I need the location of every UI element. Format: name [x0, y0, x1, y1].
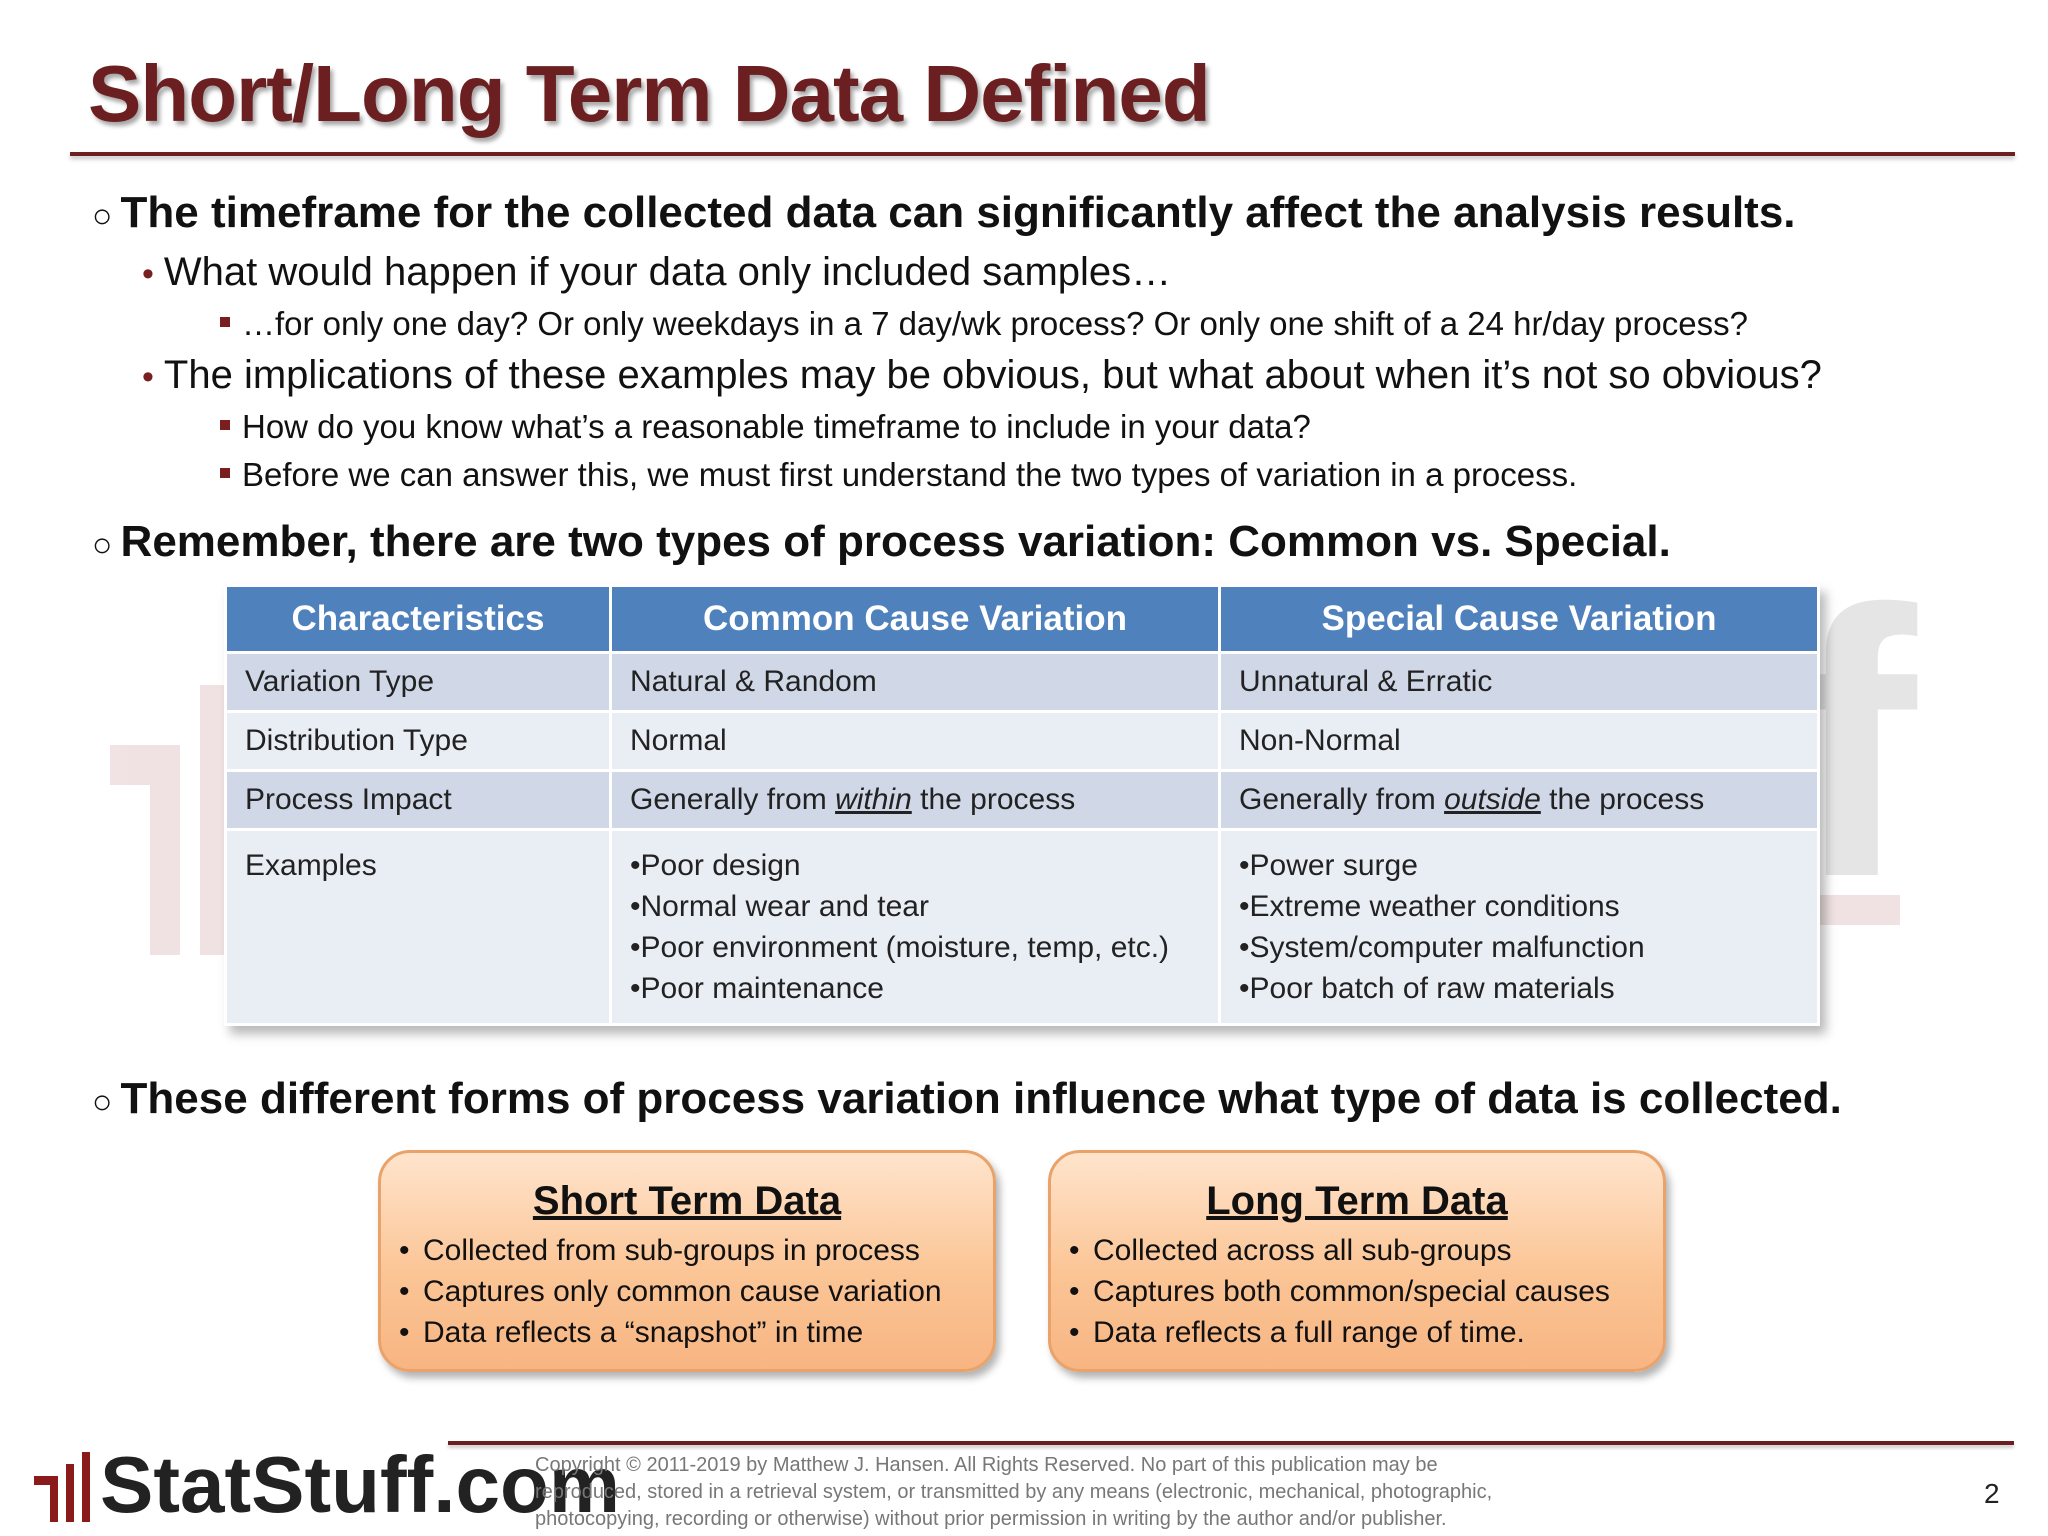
bullet-1 [92, 188, 1796, 238]
list-item [399, 1312, 993, 1353]
table-row [226, 771, 1819, 830]
bullet-1-1-1 [220, 305, 1748, 343]
copyright-line: photocopying, recording or otherwise) without prior permission in writing by the author and/or publisher. [535, 1508, 1447, 1530]
long-term-item-text: Collected across all sub-groups [1093, 1234, 1512, 1267]
title-divider [70, 152, 2015, 156]
header-characteristics: Characteristics [226, 586, 611, 653]
short-term-item-text: Collected from sub-groups in process [423, 1234, 920, 1267]
bullet-3 [92, 1074, 1842, 1124]
table-cell [1220, 771, 1819, 830]
statstuff-logo [30, 1440, 620, 1530]
dot-bullet-icon: • [142, 255, 154, 293]
example-item: •System/computer malfunction [1239, 931, 1645, 964]
header-special-cause: Special Cause Variation [1220, 586, 1819, 653]
bullet-1-1-text: What would happen if your data only included samples… [163, 250, 1172, 294]
example-item: •Power surge [1239, 849, 1418, 882]
dot-bullet-icon: • [399, 1275, 410, 1308]
long-term-item-text: Captures both common/special causes [1093, 1275, 1610, 1308]
dot-bullet-icon: • [1069, 1316, 1080, 1349]
dot-bullet-icon: • [399, 1234, 410, 1267]
dot-bullet-icon: • [399, 1316, 410, 1349]
square-bullet-icon [220, 317, 230, 327]
copyright-notice [535, 1452, 1585, 1533]
example-item: •Poor environment (moisture, temp, etc.) [630, 931, 1170, 964]
example-item: •Poor design [630, 849, 801, 882]
bullet-1-1 [142, 250, 1171, 295]
logo-text: StatStuff.com [100, 1440, 620, 1529]
bullet-1-2 [142, 353, 1822, 398]
bullet-1-2-1 [220, 408, 1311, 446]
long-term-title: Long Term Data [1206, 1179, 1508, 1223]
impact-common-pre: Generally from [630, 783, 836, 816]
example-item: •Normal wear and tear [630, 890, 929, 923]
short-term-item-text: Captures only common cause variation [423, 1275, 942, 1308]
dot-bullet-icon: • [1069, 1234, 1080, 1267]
square-bullet-icon [220, 420, 230, 430]
bullet-1-2-2 [220, 456, 1577, 494]
table-row [226, 653, 1819, 712]
table-row [226, 712, 1819, 771]
long-term-list [1051, 1230, 1663, 1353]
bullet-1-2-2-text: Before we can answer this, we must first understand the two types of variation in a process. [242, 456, 1578, 493]
footer-divider [448, 1441, 2014, 1445]
copyright-line: Copyright © 2011-2019 by Matthew J. Hansen. All Rights Reserved. No part of this publication may be [535, 1454, 1438, 1476]
table-cell: Variation Type [226, 653, 611, 712]
bullet-3-text: These different forms of process variation influence what type of data is collected. [120, 1074, 1842, 1123]
dot-bullet-icon: • [1069, 1275, 1080, 1308]
impact-special-em: outside [1444, 783, 1541, 816]
impact-special-post: the process [1540, 783, 1705, 816]
list-item [1069, 1230, 1663, 1271]
short-term-data-box [378, 1150, 996, 1372]
bullet-1-1-1-text: …for only one day? Or only weekdays in a 7 day/wk process? Or only one shift of a 24 hr/day process? [242, 305, 1748, 342]
short-term-item-text: Data reflects a “snapshot” in time [423, 1316, 864, 1349]
bullet-1-text: The timeframe for the collected data can significantly affect the analysis results. [120, 188, 1796, 237]
bullet-1-2-text: The implications of these examples may be obvious, but what about when it’s not so obvious? [163, 353, 1822, 397]
long-term-item-text: Data reflects a full range of time. [1093, 1316, 1525, 1349]
slide-title: Short/Long Term Data Defined [88, 49, 1210, 138]
impact-special-pre: Generally from [1239, 783, 1445, 816]
table-cell [611, 830, 1220, 1025]
table-cell: Non-Normal [1220, 712, 1819, 771]
impact-common-em: within [835, 783, 912, 816]
example-item: •Poor maintenance [630, 972, 884, 1005]
table-cell [611, 771, 1220, 830]
hollow-circle-bullet-icon: ○ [92, 526, 113, 564]
short-term-list [381, 1230, 993, 1353]
variation-table [224, 584, 1820, 1026]
table-cell: Natural & Random [611, 653, 1220, 712]
page-number: 2 [1984, 1478, 2000, 1509]
dot-bullet-icon: • [142, 358, 154, 396]
copyright-line: reproduced, stored in a retrieval system, or transmitted by any means (electronic, mechanical, photographic, [535, 1481, 1493, 1503]
table-cell: Distribution Type [226, 712, 611, 771]
table-cell: Unnatural & Erratic [1220, 653, 1819, 712]
table-cell: Process Impact [226, 771, 611, 830]
list-item [1069, 1312, 1663, 1353]
bar-chart-icon [34, 1452, 90, 1522]
table-cell: Normal [611, 712, 1220, 771]
list-item [399, 1230, 993, 1271]
table-row [226, 830, 1819, 1025]
list-item [399, 1271, 993, 1312]
long-term-data-box [1048, 1150, 1666, 1372]
table-cell [1220, 830, 1819, 1025]
header-common-cause: Common Cause Variation [611, 586, 1220, 653]
hollow-circle-bullet-icon: ○ [92, 197, 113, 235]
table-cell: Examples [226, 830, 611, 1025]
hollow-circle-bullet-icon: ○ [92, 1083, 113, 1121]
table-header-row [226, 586, 1819, 653]
svg-text:f: f [1790, 531, 1917, 956]
example-item: •Poor batch of raw materials [1239, 972, 1615, 1005]
impact-common-post: the process [911, 783, 1076, 816]
list-item [1069, 1271, 1663, 1312]
bullet-1-2-1-text: How do you know what’s a reasonable timeframe to include in your data? [242, 408, 1311, 445]
bullet-2-text: Remember, there are two types of process variation: Common vs. Special. [120, 517, 1671, 566]
bullet-2 [92, 517, 1671, 567]
example-item: •Extreme weather conditions [1239, 890, 1620, 923]
short-term-title: Short Term Data [532, 1179, 842, 1223]
square-bullet-icon [220, 468, 230, 478]
